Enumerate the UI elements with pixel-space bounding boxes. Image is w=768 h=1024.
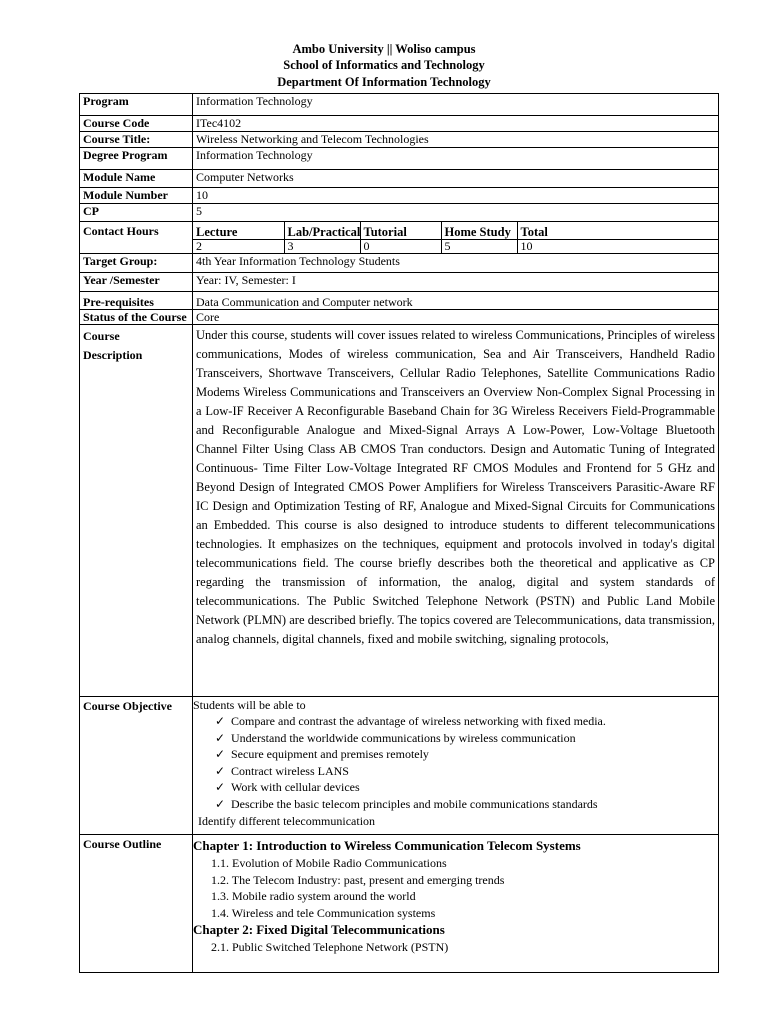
row-course-code bbox=[80, 116, 719, 132]
cp-value: 5 bbox=[193, 204, 719, 222]
target-group-label: Target Group: bbox=[80, 254, 193, 273]
degree-program-value: Information Technology bbox=[193, 148, 719, 170]
contact-hours-header-row bbox=[193, 222, 718, 240]
objective-item: ✓ Contract wireless LANS bbox=[215, 763, 349, 778]
course-description-label-1: Course bbox=[83, 329, 120, 343]
objective-item: ✓ Secure equipment and premises remotely bbox=[215, 747, 429, 761]
row-target-group bbox=[80, 254, 719, 273]
checkmark-icon: ✓ bbox=[215, 747, 226, 761]
course-objective-cell bbox=[193, 697, 719, 835]
university-name: Ambo University || Woliso campus bbox=[292, 42, 476, 56]
module-name-label: Module Name bbox=[80, 170, 193, 188]
checkmark-icon: ✓ bbox=[215, 763, 226, 778]
program-label: Program bbox=[80, 94, 193, 116]
objective-item: ✓ Understand the worldwide communications by wireless communication bbox=[215, 730, 576, 745]
row-year-semester bbox=[80, 273, 719, 292]
objective-closing: Identify different telecommunication bbox=[198, 814, 376, 828]
prerequisites-value: Data Communication and Computer network bbox=[193, 292, 719, 310]
row-prerequisites bbox=[80, 292, 719, 310]
school-name: School of Informatics and Technology bbox=[283, 58, 485, 72]
status-label: Status of the Course bbox=[80, 310, 193, 325]
course-outline-cell bbox=[193, 835, 719, 973]
checkmark-icon: ✓ bbox=[215, 714, 226, 728]
row-course-description bbox=[80, 325, 719, 697]
row-contact-hours bbox=[80, 222, 719, 254]
course-objective-label: Course Objective bbox=[80, 697, 193, 835]
contact-hours-values-row bbox=[193, 240, 718, 254]
objective-list bbox=[193, 713, 718, 812]
checkmark-icon: ✓ bbox=[215, 796, 226, 811]
lecture-header: Lecture bbox=[193, 222, 284, 240]
status-value: Core bbox=[193, 310, 719, 325]
objective-item: ✓ Describe the basic telecom principles and mobile communications standards bbox=[215, 796, 598, 811]
lab-value: 3 bbox=[284, 240, 360, 254]
row-status bbox=[80, 310, 719, 325]
module-number-label: Module Number bbox=[80, 188, 193, 204]
year-semester-value: Year: IV, Semester: I bbox=[193, 273, 719, 292]
objective-intro: Students will be able to bbox=[193, 698, 306, 712]
outline-item: 2.1. Public Switched Telephone Network (PSTN) bbox=[211, 940, 449, 954]
checkmark-icon: ✓ bbox=[215, 730, 226, 745]
tutorial-value: 0 bbox=[360, 240, 441, 254]
row-degree-program bbox=[80, 148, 719, 170]
course-description-label-2: Description bbox=[83, 348, 143, 362]
chapter-1-title: Chapter 1: Introduction to Wireless Communication Telecom Systems bbox=[193, 838, 581, 853]
course-description-cell bbox=[193, 325, 719, 697]
outline-item: 1.4. Wireless and tele Communication systems bbox=[211, 905, 436, 920]
row-course-objective bbox=[80, 697, 719, 835]
department-name: Department Of Information Technology bbox=[277, 75, 491, 89]
contact-hours-cell bbox=[193, 222, 719, 254]
module-name-value: Computer Networks bbox=[193, 170, 719, 188]
lecture-value: 2 bbox=[196, 239, 202, 253]
home-study-header: Home Study bbox=[441, 222, 517, 240]
checkmark-icon: ✓ bbox=[215, 780, 226, 794]
course-info-table bbox=[79, 93, 719, 973]
target-group-value: 4th Year Information Technology Students bbox=[193, 254, 719, 273]
row-course-title bbox=[80, 132, 719, 148]
contact-hours-label: Contact Hours bbox=[80, 222, 193, 254]
prerequisites-label: Pre-requisites bbox=[80, 292, 193, 310]
row-cp bbox=[80, 204, 719, 222]
total-value: 10 bbox=[517, 240, 718, 254]
row-module-name bbox=[80, 170, 719, 188]
module-number-value: 10 bbox=[193, 188, 719, 204]
tutorial-header: Tutorial bbox=[360, 222, 441, 240]
outline-item: 1.2. The Telecom Industry: past, present and emerging trends bbox=[211, 872, 505, 887]
outline-item: 1.1. Evolution of Mobile Radio Communications bbox=[211, 856, 447, 870]
home-study-value: 5 bbox=[441, 240, 517, 254]
cp-label: CP bbox=[80, 204, 193, 222]
lab-header: Lab/Practical bbox=[284, 222, 360, 240]
course-code-label: Course Code bbox=[80, 116, 193, 132]
course-title-label: Course Title: bbox=[80, 132, 193, 148]
year-semester-label: Year /Semester bbox=[80, 273, 193, 292]
course-code-value: ITec4102 bbox=[193, 116, 719, 132]
course-description-text: Under this course, students will cover issues related to wireless Communications, Principles of wireless communications, Modes of wireless communication, Sea and Air Transceivers, Handheld Radio Transceivers, Shortwave Transceivers, Cellular Radio Telephones, Satellite Communications Radio Modems Wireless Communications and Transceivers an Overview Non-Complex Signal Processing in a Low-IF Receiver A Reconfigurable Baseband Chain for 3G Wireless Receivers Field-Programmable and Reconfigurable Analogue and Mixed-Signal Arrays A Low-Power, Low-Voltage Bluetooth Channel Filter Using Class AB CMOS Tran conductors. Design and Automatic Tuning of Integrated Continuous- Time Filter Low-Voltage Integrated RF CMOS Modules and Frontend for 5 GHz and Beyond Design of Integrated CMOS Power Amplifiers for Wireless Transceivers Parasitic-Aware RF IC Design and Optimization Testing of RF, Analogue and Mixed-Signal Circuits for Communications an Embedded. This course is also designed to introduce students to different telecommunications technologies. It emphasizes on the techniques, equipment and protocols involved in today's digital telecommunications field. The course briefly describes both the theoretical and applicative as CP regarding the transmission of information, the analog, digital and system standards of telecommunications. The Public Switched Telephone Network (PSTN) and Public Land Mobile Network (PLMN) are described briefly. The topics covered are Telecommunications, data transmission, analog channels, digital channels, fixed and mobile switching, signaling protocols, bbox=[196, 328, 715, 646]
course-title-value: Wireless Networking and Telecom Technologies bbox=[193, 132, 719, 148]
objective-item: ✓ Work with cellular devices bbox=[215, 780, 360, 794]
row-program bbox=[80, 94, 719, 116]
contact-hours-table bbox=[193, 222, 718, 253]
program-value: Information Technology bbox=[193, 94, 719, 116]
objective-item: ✓ Compare and contrast the advantage of wireless networking with fixed media. bbox=[215, 714, 606, 728]
row-course-outline bbox=[80, 835, 719, 973]
course-description-label-cell bbox=[80, 325, 193, 697]
course-outline-label: Course Outline bbox=[80, 835, 193, 973]
total-header: Total bbox=[517, 222, 718, 240]
degree-program-label: Degree Program bbox=[80, 148, 193, 170]
outline-item: 1.3. Mobile radio system around the world bbox=[211, 889, 416, 903]
chapter-2-title: Chapter 2: Fixed Digital Telecommunications bbox=[193, 922, 445, 937]
row-module-number bbox=[80, 188, 719, 204]
